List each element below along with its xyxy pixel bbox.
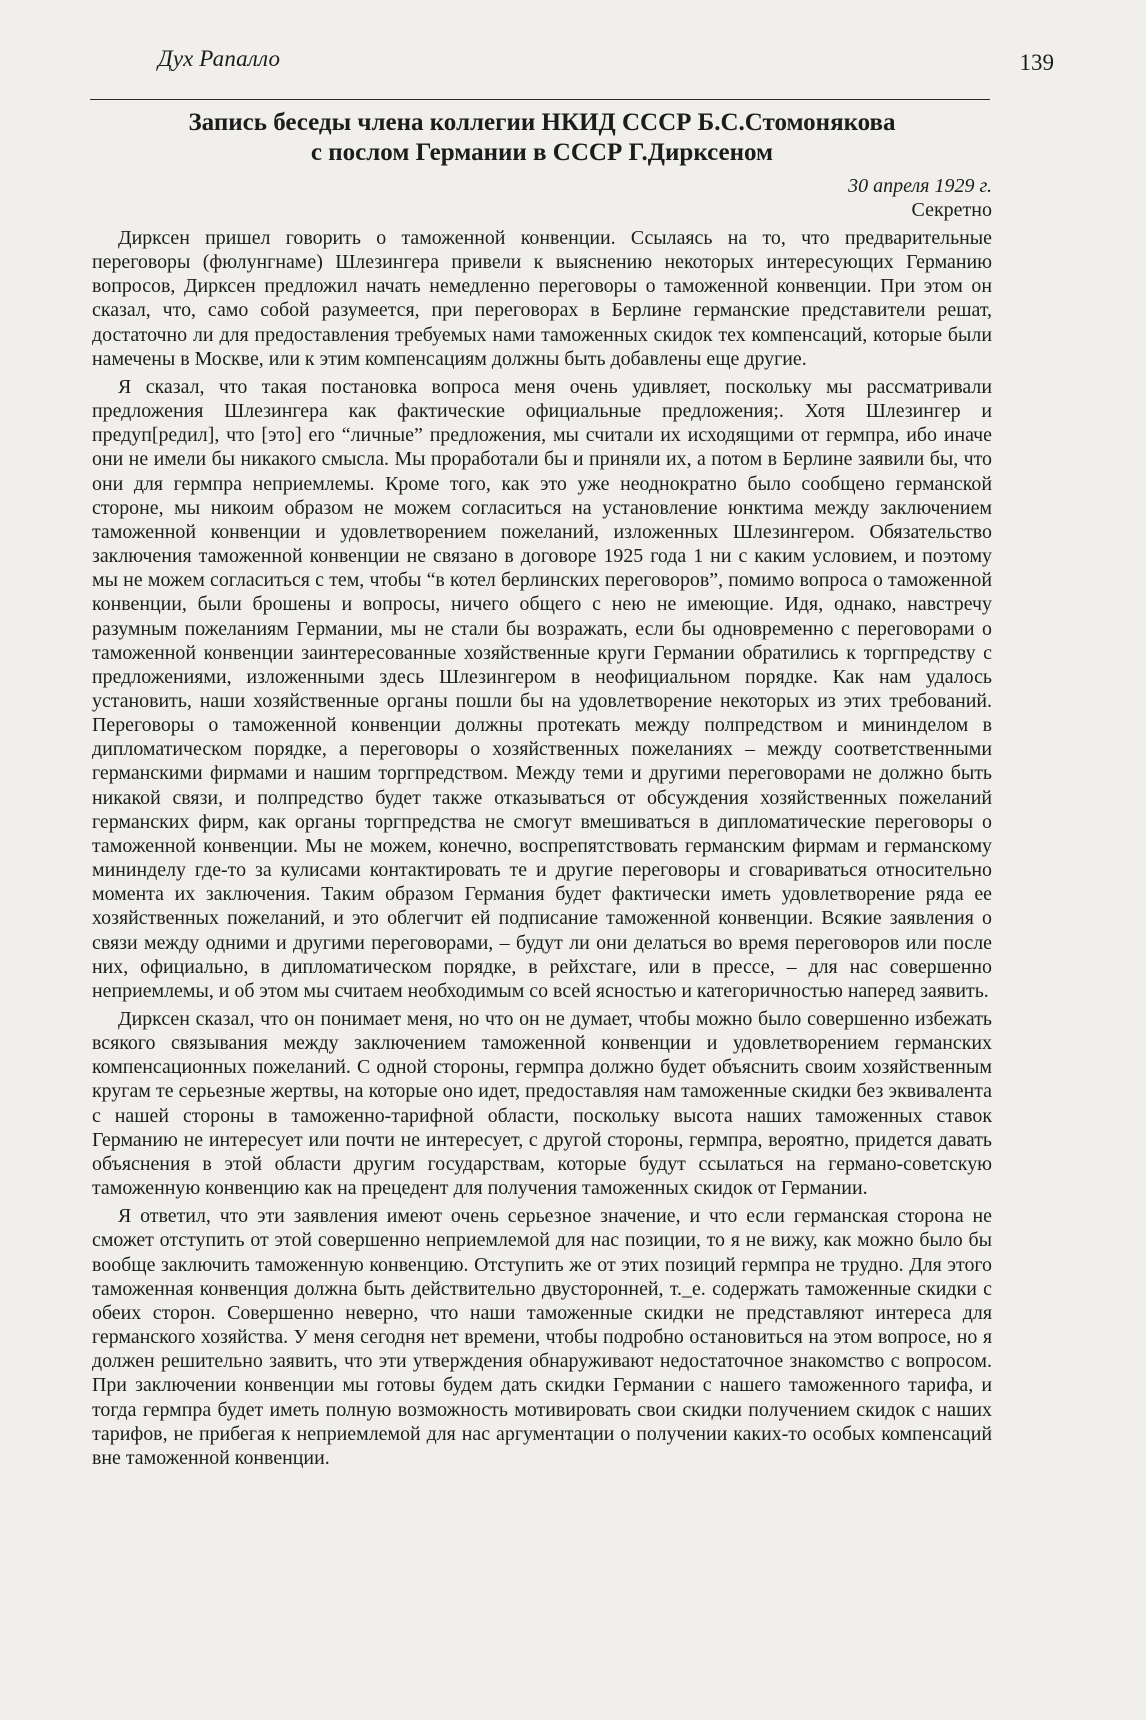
document-title <box>92 108 992 168</box>
header-rule <box>90 99 990 100</box>
document-title-line-2: с послом Германии в СССР Г.Дирксеном <box>310 139 774 166</box>
document-date: 30 апреля 1929 г. <box>848 175 992 197</box>
page-number: 139 <box>1019 50 1054 75</box>
classification-mark: Секретно <box>911 199 992 221</box>
document-body <box>92 108 992 1470</box>
paragraph-2: Я сказал, что такая постановка вопроса меня очень удивляет, поскольку мы рассматривали предложения Шлезингера как фактические официальные предложения;. Хотя Шлезингер и предуп[редил], что [это] его “личные” предложения, мы считали их исходящими от гермпра, ибо иначе они не имели бы никакого смысла. Мы проработали бы и приняли их, а потом в Берлине заявили бы, что они для гермпра неприемлемы. Кроме того, как это уже неоднократно было сообщено германской стороне, мы никоим образом не можем согласиться на установление юнктима между заключением таможенной конвенции и удовлетворением пожеланий, изложенных Шлезингером. Обязательство заключения таможенной конвенции не связано в договоре 1925 года 1 ни с каким условием, и поэтому мы не можем согласиться с тем, чтобы “в котел берлинских переговоров”, помимо вопроса о таможенной конвенции, были брошены и вопросы, ничего общего с нею не имеющие. Идя, однако, навстречу разумным пожеланиям Германии, мы не стали бы возражать, если бы одновременно с переговорами о таможенной конвенции заинтересованные хозяйственные круги Германии обратились к торгпредству с предложениями, изложенными здесь Шлезингером в неофициальном порядке. Как нам удалось установить, наши хозяйственные органы пошли бы на удовлетворение некоторых из этих требований. Переговоры о таможенной конвенции должны протекать между полпредством и мининделом в дипломатическом порядке, а переговоры о хозяйственных пожеланиях – между соответственными германскими фирмами и нашим торгпредством. Между теми и другими переговорами не должно быть никакой связи, и полпредство будет также отказываться от обсуждения хозяйственных пожеланий германских фирм, как органы торгпредства не смогут вмешиваться в дипломатические переговоры о таможенной конвенции. Мы не можем, конечно, воспрепятствовать германским фирмам и германскому мининделу где-то за кулисами контактировать те и другие переговоры и сговариваться относительно момента их заключения. Таким образом Германия будет фактически иметь удовлетворение ряда ее хозяйственных пожеланий, и это облегчит ей подписание таможенной конвенции. Всякие заявления о связи между одними и другими переговорами, – будут ли они делаться во время переговоров или после них, официально, в дипломатическом порядке, в рейхстаге, или в прессе, – для нас совершенно неприемлемы, и об этом мы считаем необходимым со всей ясностью и категоричностью наперед заявить. <box>92 375 992 1002</box>
document-title-line-1: Запись беседы члена коллегии НКИД СССР Б.С.Стомонякова <box>188 109 896 136</box>
running-title: Дух Рапалло <box>158 46 281 71</box>
paragraph-3: Дирксен сказал, что он понимает меня, но что он не думает, чтобы можно было совершенно избежать всякого связывания между заключением таможенной конвенции и удовлетворением германских компенсационных пожеланий. С одной стороны, гермпра должно будет объяснить своим хозяйственным кругам те серьезные жертвы, на которые оно идет, предоставляя нам таможенные скидки без эквивалента с нашей стороны в таможенно-тарифной области, поскольку высота наших таможенных ставок Германию не интересует или почти не интересует, с другой стороны, гермпра, вероятно, придется давать объяснения в этой области другим государствам, которые будут ссылаться на германо-советскую таможенную конвенцию как на прецедент для получения таможенных скидок от Германии. <box>92 1008 992 1200</box>
paragraph-1: Дирксен пришел говорить о таможенной конвенции. Ссылаясь на то, что предварительные переговоры (фюлунгнаме) Шлезингера привели к выяснению некоторых интересующих Германию вопросов, Дирксен предложил начать немедленно переговоры о таможенной конвенции. При этом он сказал, что, само собой разумеется, при переговорах в Берлине германские представители решат, достаточно ли для предоставления требуемых нами таможенных скидок тех компенсаций, которые были намечены в Москве, или к этим компенсациям должны быть добавлены еще другие. <box>92 227 992 370</box>
paragraph-4: Я ответил, что эти заявления имеют очень серьезное значение, и что если германская сторона не сможет отступить от этой совершенно неприемлемой для нас позиции, то я не вижу, как можно было бы вообще заключить таможенную конвенцию. Отступить же от этих позиций гермпра не трудно. Для этого таможенная конвенция должна быть действительно двусторонней, т._е. содержать таможенные скидки с обеих сторон. Совершенно неверно, что наши таможенные скидки не представляют интереса для германского хозяйства. У меня сегодня нет времени, чтобы подробно остановиться на этом вопросе, но я должен решительно заявить, что эти утверждения обнаруживают недостаточное знакомство с вопросом. При заключении конвенции мы готовы будем дать скидки Германии с нашего таможенного тарифа, и тогда гермпра будет иметь полную возможность мотивировать свои скидки получением скидок с наших тарифов, не прибегая к неприемлемой для нас аргументации о получении каких-то особых компенсаций вне таможенной конвенции. <box>92 1205 992 1469</box>
